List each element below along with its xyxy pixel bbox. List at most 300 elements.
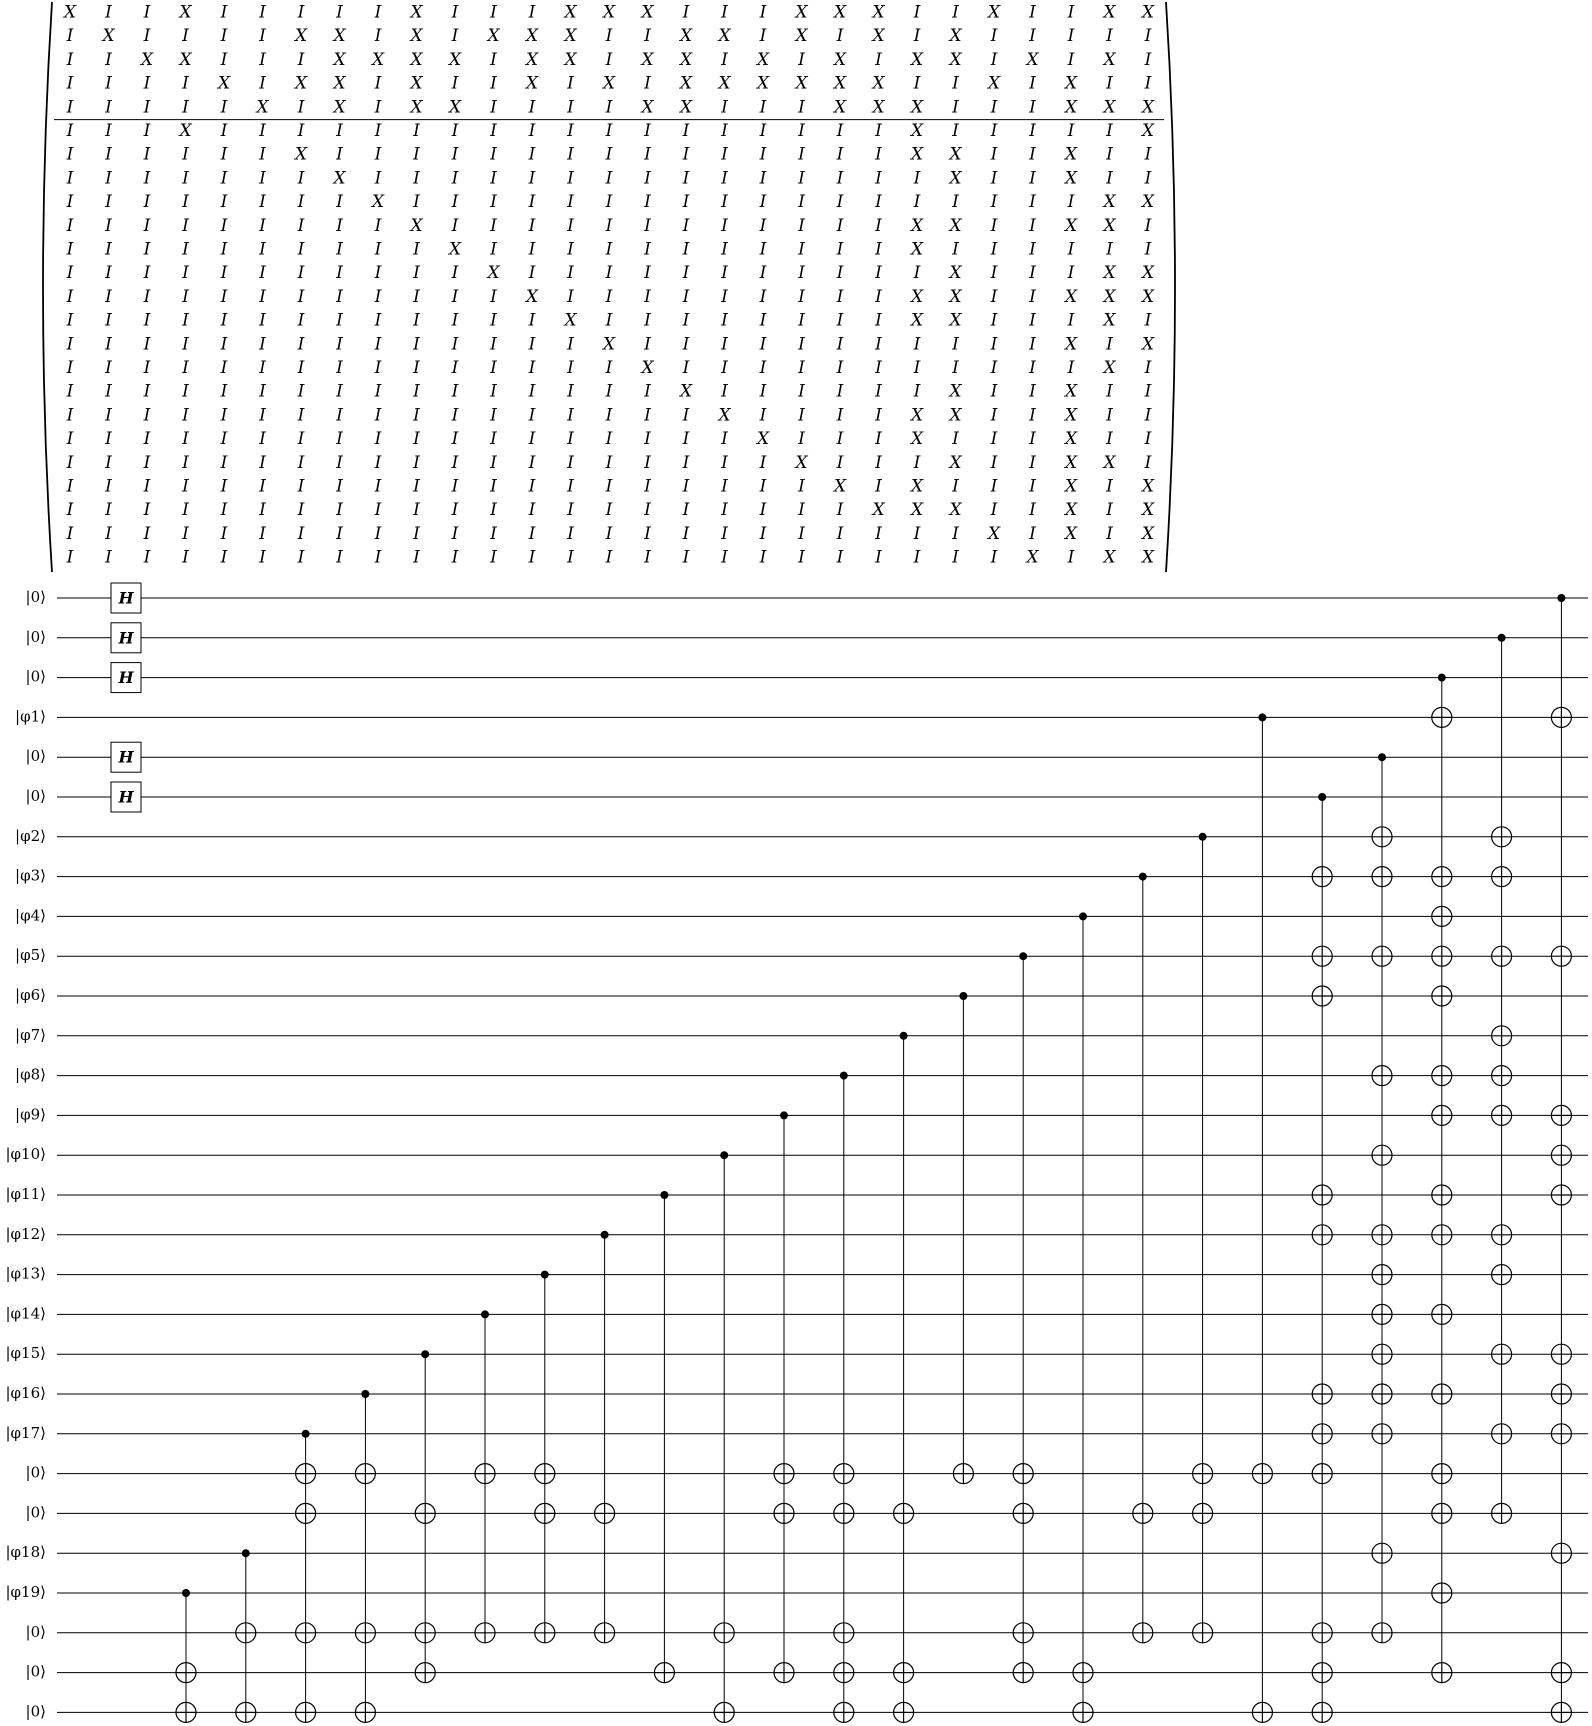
cnot-target [1312,986,1332,1006]
matrix-entry: I [721,500,728,521]
matrix-entry: I [413,358,420,378]
matrix-entry: I [605,476,613,497]
matrix-entry: X [833,73,847,94]
cnot-target [774,1464,794,1484]
matrix-entry: I [1067,358,1075,378]
matrix-entry: I [644,192,651,213]
matrix-entry: I [1029,310,1036,331]
cnot-target [176,1663,196,1683]
matrix-entry: I [759,192,767,213]
cnot-target [1432,946,1452,966]
matrix-entry: I [721,358,728,378]
matrix-entry: X [910,310,924,331]
cnot-target [1372,1145,1392,1165]
matrix-entry: I [259,523,266,544]
matrix-entry: I [490,523,497,544]
matrix-entry: X [1064,215,1078,236]
matrix-entry: I [297,476,305,497]
matrix-entry: I [875,405,882,426]
matrix-entry: I [374,358,382,378]
cnot-column [1312,793,1332,1722]
matrix-entry: I [220,310,228,331]
control-dot [780,1111,788,1119]
matrix-entry: I [451,215,459,236]
cnot-target [1193,1464,1213,1484]
matrix-entry: I [143,192,151,213]
matrix-entry: I [836,405,844,426]
matrix-entry: X [1064,73,1078,94]
cnot-column [774,1111,794,1682]
matrix-entry: I [105,73,112,94]
matrix-entry: X [179,2,192,23]
matrix-entry: I [682,168,690,189]
matrix-entry: I [490,192,497,213]
matrix-entry: X [1103,310,1116,331]
cnot-column [1492,634,1512,1524]
control-dot [1139,873,1147,881]
matrix-entry: I [875,239,882,260]
matrix-entry: I [143,476,151,497]
matrix-entry: I [143,286,151,307]
matrix-entry: I [490,358,497,378]
matrix-entry: X [448,49,462,70]
cnot-column [894,1032,914,1723]
matrix-entry: I [143,523,151,544]
matrix-entry: I [567,429,574,450]
cnot-target [1013,1503,1033,1523]
matrix-entry: I [451,73,459,94]
matrix-row [66,548,1155,568]
matrix-entry: I [836,263,844,284]
matrix-entry: I [605,121,613,141]
cnot-column [1013,952,1033,1682]
matrix-entry: I [413,286,420,307]
matrix-row [66,477,1155,497]
matrix-entry: I [1029,26,1036,47]
matrix-entry: I [528,2,536,23]
cnot-target [355,1623,375,1643]
matrix-entry: I [374,500,382,521]
matrix-entry: X [718,73,731,94]
matrix-entry: I [1106,121,1113,141]
cnot-target [1372,1304,1392,1324]
matrix-entry: I [836,500,844,521]
matrix-entry: I [413,192,420,213]
matrix-entry: I [490,310,497,331]
matrix-entry: I [105,144,112,165]
matrix-entry: I [451,310,459,331]
matrix-entry: X [333,26,346,47]
matrix-entry: I [297,215,305,236]
matrix-entry: I [374,168,382,189]
matrix-entry: X [679,97,693,118]
matrix-entry: I [759,547,767,568]
matrix-entry: X [1141,500,1155,521]
matrix-entry: I [374,381,382,402]
wire-label: |φ2⟩ [15,826,46,845]
cnot-column [1252,713,1272,1722]
matrix-entry: I [1067,2,1075,23]
matrix-entry: I [836,121,844,141]
matrix-row [66,263,1155,283]
matrix-entry: I [721,286,728,307]
cnot-target [1312,1185,1332,1205]
matrix-entry: I [605,429,613,450]
cnot-target [535,1623,555,1643]
matrix-entry: I [528,168,536,189]
matrix-entry: I [990,310,998,331]
cnot-target [1372,1225,1392,1245]
matrix-entry: I [528,121,536,141]
matrix-entry: I [682,476,690,497]
matrix-entry: X [910,144,924,165]
control-dot [1498,634,1506,642]
wire-label: |φ12⟩ [5,1224,46,1243]
matrix-entry: I [297,405,305,426]
matrix-entry: I [66,49,74,70]
matrix-entry: I [644,286,651,307]
matrix-entry: X [256,97,269,118]
control-dot [1079,912,1087,920]
matrix-entry: I [105,286,112,307]
matrix-entry: I [644,547,651,568]
cnot-target [1551,1663,1571,1683]
matrix-entry: I [567,286,574,307]
matrix-entry: I [990,168,998,189]
matrix-entry: X [987,73,1001,94]
matrix-entry: I [259,26,266,47]
cnot-target [1432,986,1452,1006]
matrix-entry: I [1106,144,1113,165]
matrix-entry: X [679,73,693,94]
wire-label: |φ8⟩ [15,1065,46,1084]
matrix-entry: I [798,500,805,521]
cnot-target [894,1702,914,1722]
matrix-entry: I [336,286,343,307]
matrix-entry: X [1141,121,1155,141]
matrix-entry: I [1029,215,1036,236]
matrix-entry: X [1103,263,1116,284]
matrix-entry: I [451,452,459,473]
matrix-entry: I [798,263,805,284]
matrix-entry: I [374,121,382,141]
matrix-entry: I [952,334,959,355]
matrix-entry: I [759,476,767,497]
cnot-column [1372,753,1392,1643]
matrix-entry: I [220,97,228,118]
cnot-target [595,1623,615,1643]
cnot-target [1312,1702,1332,1722]
matrix-entry: I [105,405,112,426]
matrix-entry: X [487,263,500,284]
cnot-target [1551,1543,1571,1563]
matrix-entry: I [721,121,728,141]
matrix-entry: I [721,381,728,402]
cnot-target [1372,1344,1392,1364]
matrix-entry: I [1029,500,1036,521]
matrix-entry: X [602,334,616,355]
matrix-entry: X [679,49,693,70]
matrix-entry: X [872,2,885,23]
matrix-right-paren [1166,2,1175,572]
matrix-entry: X [910,476,924,497]
matrix-entry: X [949,286,962,307]
matrix-entry: I [913,523,921,544]
matrix-entry: X [641,358,654,378]
matrix-entry: I [567,97,574,118]
cnot-target [296,1623,316,1643]
matrix-entry: I [259,121,266,141]
matrix-entry: I [259,429,266,450]
matrix-entry: I [182,286,189,307]
matrix-entry: I [644,168,651,189]
matrix-entry: I [374,263,382,284]
matrix-entry: I [336,381,343,402]
matrix-entry: I [220,452,228,473]
matrix-entry: I [374,97,382,118]
matrix-entry: I [1106,26,1113,47]
matrix-row [66,334,1155,354]
matrix-entry: I [836,215,844,236]
matrix-entry: I [220,239,228,260]
control-dot [541,1271,549,1279]
matrix-row [66,240,1152,260]
matrix-entry: I [644,239,651,260]
matrix-entry: I [220,476,228,497]
matrix-entry: X [795,26,808,47]
matrix-entry: I [451,429,459,450]
matrix-entry: I [605,192,613,213]
matrix-entry: I [682,452,690,473]
matrix-entry: I [66,547,74,568]
wire-label: |φ10⟩ [5,1145,46,1164]
matrix-entry: I [220,26,228,47]
matrix-entry: I [875,144,882,165]
matrix-entry: I [1029,476,1036,497]
stabilizer-matrix [43,2,1175,572]
matrix-entry: I [990,476,998,497]
matrix-entry: I [182,405,189,426]
control-dot [1199,833,1207,841]
matrix-entry: I [451,168,459,189]
matrix-entry: I [490,286,497,307]
matrix-entry: I [682,500,690,521]
wire-label: |φ5⟩ [15,946,46,965]
matrix-entry: I [1106,168,1113,189]
matrix-entry: I [374,405,382,426]
matrix-entry: I [297,168,305,189]
matrix-entry: I [490,334,497,355]
cnot-target [1372,1623,1392,1643]
wire-label: |φ7⟩ [15,1025,46,1044]
cnot-target [1492,1503,1512,1523]
matrix-entry: I [105,215,112,236]
cnot-column [714,1151,734,1722]
matrix-entry: I [143,381,151,402]
matrix-entry: I [259,49,266,70]
matrix-entry: I [490,97,497,118]
wire-label: |φ1⟩ [15,707,46,726]
cnot-column [236,1549,256,1722]
matrix-entry: I [990,263,998,284]
matrix-entry: I [605,310,613,331]
matrix-entry: I [990,121,998,141]
matrix-entry: I [182,334,189,355]
hadamard-gate [111,583,141,613]
matrix-entry: X [910,49,924,70]
matrix-entry: I [913,334,921,355]
matrix-entry: I [451,263,459,284]
matrix-entry: X [1026,547,1039,568]
wire-label: |0⟩ [25,1503,46,1522]
matrix-entry: X [872,500,885,521]
matrix-entry: I [490,405,497,426]
matrix-entry: I [759,523,767,544]
cnot-target [1193,1623,1213,1643]
matrix-entry: I [105,121,112,141]
matrix-entry: I [66,452,74,473]
matrix-entry: I [1029,452,1036,473]
matrix-entry: I [605,215,613,236]
matrix-entry: X [294,144,308,165]
matrix-row [66,145,1152,165]
matrix-entry: I [259,358,266,378]
control-dot [660,1191,668,1199]
matrix-entry: I [798,358,805,378]
cnot-target [1432,1105,1452,1125]
matrix-entry: I [528,144,536,165]
cnot-target [1372,1543,1392,1563]
matrix-entry: I [182,547,189,568]
matrix-entry: I [528,452,536,473]
matrix-entry: I [644,263,651,284]
matrix-row [66,168,1152,188]
matrix-entry: I [182,523,189,544]
matrix-entry: I [990,97,998,118]
matrix-row [66,453,1152,473]
matrix-entry: I [798,476,805,497]
control-dot [1318,793,1326,801]
matrix-entry: X [410,2,423,23]
matrix-row [66,405,1152,425]
matrix-entry: I [682,429,690,450]
cnot-target [1312,1663,1332,1683]
cnot-target [1492,1265,1512,1285]
cnot-target [1372,867,1392,887]
matrix-entry: X [140,49,154,70]
matrix-entry: I [875,429,882,450]
wire-label: |φ17⟩ [5,1423,46,1442]
matrix-entry: I [374,73,382,94]
matrix-entry: I [721,239,728,260]
matrix-entry: I [528,215,536,236]
matrix-entry: I [528,334,536,355]
matrix-entry: I [567,523,574,544]
matrix-entry: I [913,381,921,402]
matrix-entry: I [836,334,844,355]
matrix-entry: I [1067,547,1075,568]
matrix-entry: I [490,215,497,236]
matrix-entry: I [297,500,305,521]
cnot-target [535,1464,555,1484]
matrix-entry: I [451,144,459,165]
matrix-row [66,97,1155,117]
matrix-entry: I [374,523,382,544]
matrix-entry: I [990,26,998,47]
matrix-entry: I [66,500,74,521]
matrix-entry: X [333,168,346,189]
matrix-entry: I [66,334,74,355]
matrix-entry: I [836,547,844,568]
matrix-entry: X [564,26,577,47]
matrix-entry: I [990,144,998,165]
matrix-entry: I [913,192,921,213]
matrix-entry: X [679,26,693,47]
matrix-entry: I [182,168,189,189]
matrix-entry: I [336,334,343,355]
cnot-target [1312,1225,1332,1245]
matrix-entry: I [836,168,844,189]
matrix-entry: I [220,2,228,23]
matrix-entry: I [682,239,690,260]
matrix-entry: I [182,192,189,213]
cnot-column [535,1271,555,1643]
matrix-entry: I [990,239,998,260]
cnot-target [415,1623,435,1643]
matrix-entry: X [1103,358,1116,378]
cnot-target [1073,1663,1093,1683]
matrix-entry: I [875,263,882,284]
matrix-entry: I [490,452,497,473]
matrix-entry: X [949,144,962,165]
wire-label: |0⟩ [25,667,46,686]
matrix-entry: I [143,144,151,165]
cnot-target [834,1663,854,1683]
matrix-entry: X [1141,476,1155,497]
matrix-entry: I [66,405,74,426]
matrix-entry: X [910,239,924,260]
cnot-target [1372,1384,1392,1404]
matrix-entry: X [641,97,654,118]
matrix-entry: I [490,121,497,141]
matrix-entry: I [105,49,112,70]
matrix-entry: I [1029,97,1036,118]
matrix-entry: I [1144,381,1152,402]
matrix-entry: I [682,192,690,213]
matrix-entry: I [528,310,536,331]
matrix-entry: I [143,2,151,23]
matrix-entry: I [836,452,844,473]
matrix-entry: I [952,2,959,23]
matrix-entry: I [875,215,882,236]
wire-label: |φ19⟩ [5,1583,46,1601]
matrix-entry: X [1026,49,1039,70]
matrix-entry: I [1106,239,1113,260]
matrix-entry: X [179,121,192,141]
matrix-entry: X [1103,97,1116,118]
matrix-entry: X [795,73,808,94]
matrix-entry: X [1141,547,1155,568]
matrix-entry: X [949,381,962,402]
matrix-entry: X [987,523,1001,544]
matrix-entry: I [836,358,844,378]
matrix-entry: I [644,381,651,402]
matrix-entry: I [682,2,690,23]
matrix-entry: I [721,192,728,213]
matrix-entry: X [333,97,346,118]
matrix-entry: I [490,500,497,521]
cnot-target [1492,946,1512,966]
